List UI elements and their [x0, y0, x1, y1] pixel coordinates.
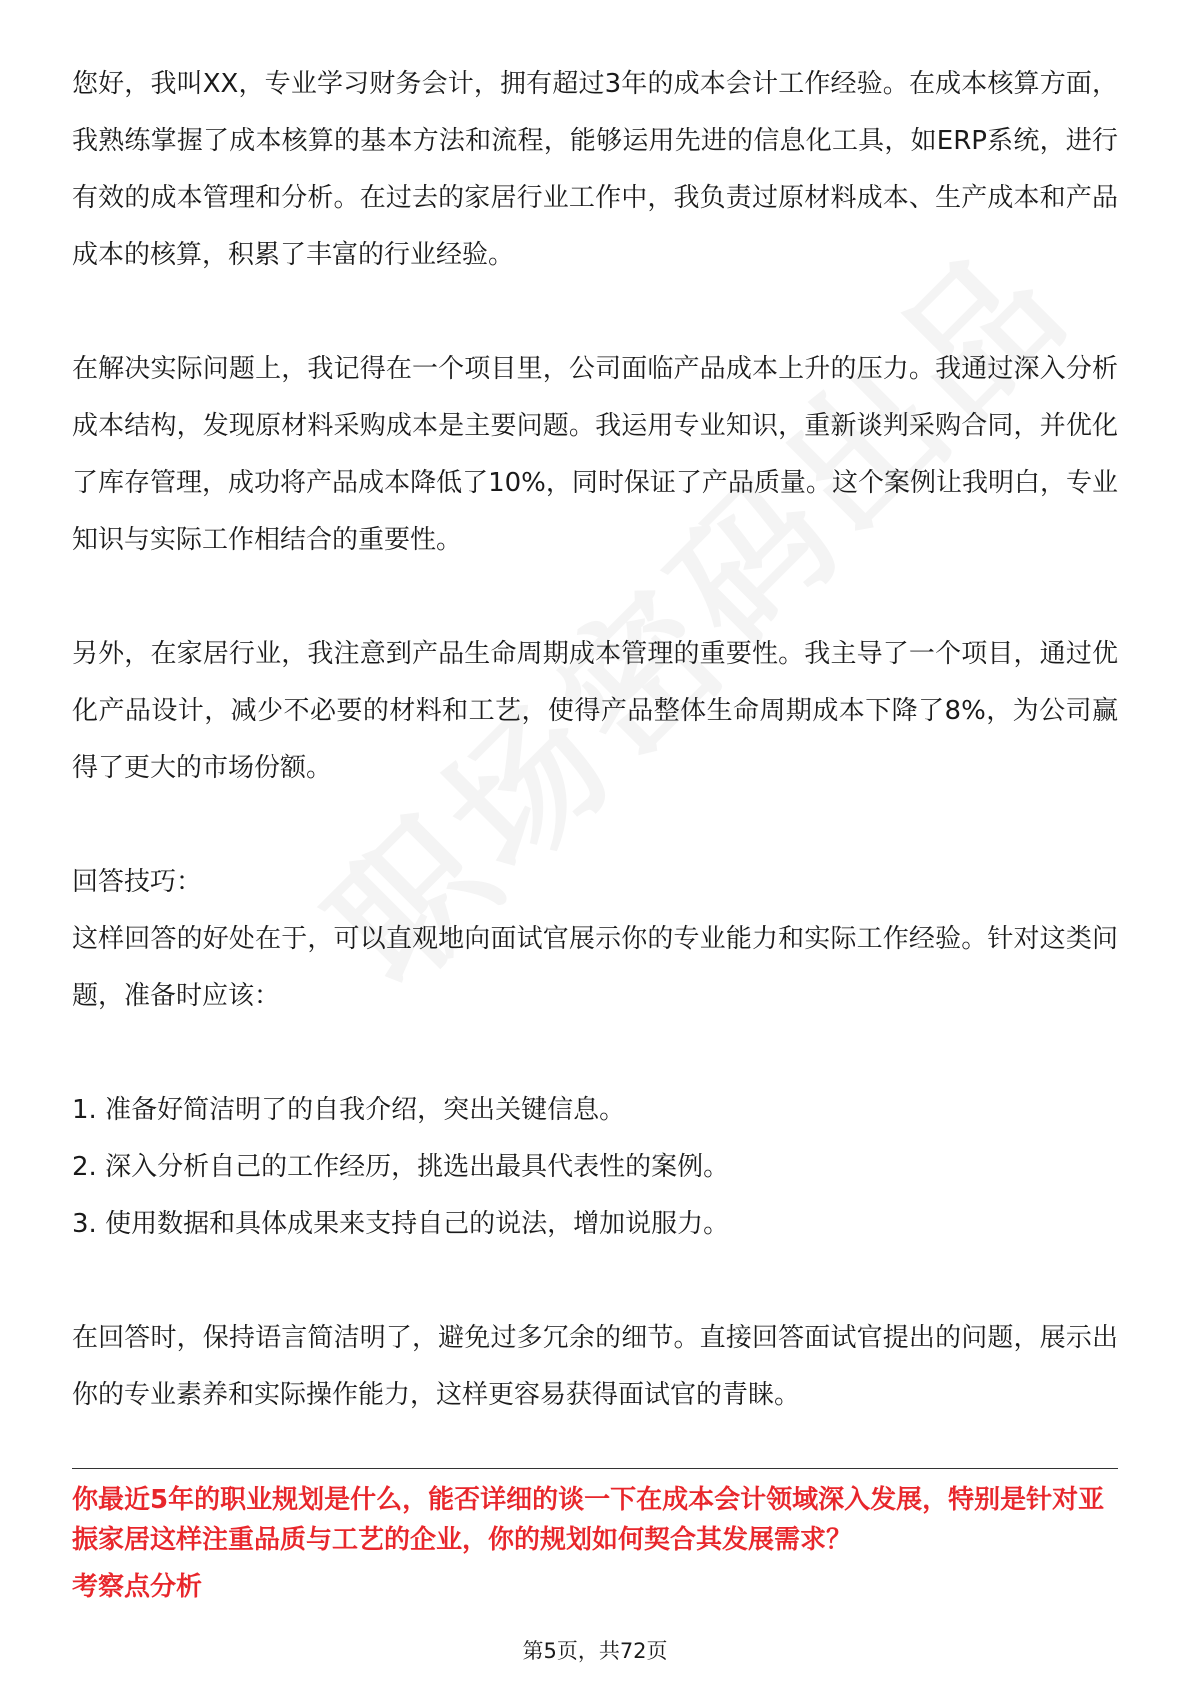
next-question: 你最近5年的职业规划是什么，能否详细的谈一下在成本会计领域深入发展，特别是针对亚振家居这样注重品质与工艺的企业，你的规划如何契合其发展需求？ — [72, 1485, 1105, 1555]
tips-item-2: 2. 深入分析自己的工作经历，挑选出最具代表性的案例。 — [72, 1152, 730, 1182]
tips-heading: 回答技巧： — [72, 867, 203, 897]
tips-intro: 这样回答的好处在于，可以直观地向面试官展示你的专业能力和实际工作经验。针对这类问题，准备时应该： — [72, 924, 1118, 1011]
tips-item-1: 1. 准备好简洁明了的自我介绍，突出关键信息。 — [72, 1095, 626, 1125]
closing-paragraph: 在回答时，保持语言简洁明了，避免过多冗余的细节。直接回答面试官提出的问题，展示出你的专业素养和实际操作能力，这样更容易获得面试官的青睐。 — [72, 1323, 1118, 1410]
answer-paragraph-1: 您好，我叫XX，专业学习财务会计，拥有超过3年的成本会计工作经验。在成本核算方面，我熟练掌握了成本核算的基本方法和流程，能够运用先进的信息化工具，如ERP系统，进行有效的成本管理和分析。在过去的家居行业工作中，我负责过原材料成本、生产成本和产品成本的核算，积累了丰富的行业经验。 — [72, 69, 1118, 270]
section-divider — [72, 1468, 1118, 1469]
answer-body — [72, 56, 1118, 1424]
analysis-heading: 考察点分析 — [72, 1572, 203, 1602]
tips-item-3: 3. 使用数据和具体成果来支持自己的说法，增加说服力。 — [72, 1209, 730, 1239]
answer-paragraph-2: 在解决实际问题上，我记得在一个项目里，公司面临产品成本上升的压力。我通过深入分析成本结构，发现原材料采购成本是主要问题。我运用专业知识，重新谈判采购合同，并优化了库存管理，成功将产品成本降低了10%，同时保证了产品质量。这个案例让我明白，专业知识与实际工作相结合的重要性。 — [72, 354, 1118, 555]
answer-paragraph-3: 另外，在家居行业，我注意到产品生命周期成本管理的重要性。我主导了一个项目，通过优化产品设计，减少不必要的材料和工艺，使得产品整体生命周期成本下降了8%，为公司赢得了更大的市场份额。 — [72, 639, 1118, 783]
page-footer: 第5页，共72页 — [522, 1639, 668, 1663]
